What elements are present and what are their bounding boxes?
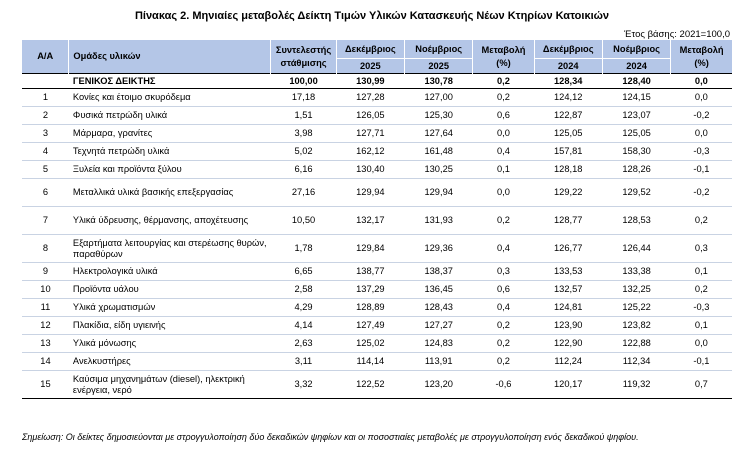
row-id-cell: 2 (22, 107, 69, 125)
row-weight-cell: 27,16 (271, 179, 336, 207)
row-nov-2025-cell: 131,93 (405, 207, 473, 235)
row-weight-cell: 6,16 (271, 161, 336, 179)
row-id-cell: 5 (22, 161, 69, 179)
row-dec-2024-cell: 128,77 (534, 207, 602, 235)
row-change-2025-cell: -0,6 (473, 371, 534, 399)
total-name-cell: ΓΕΝΙΚΟΣ ΔΕΙΚΤΗΣ (69, 74, 271, 89)
row-change-2024-cell: -0,1 (671, 353, 732, 371)
row-change-2024-cell: 0,1 (671, 263, 732, 281)
row-dec-2025-cell: 138,77 (336, 263, 404, 281)
table-row (22, 207, 732, 235)
row-change-2025-cell: 0,2 (473, 89, 534, 107)
table-title: Πίνακας 2. Μηνιαίες μεταβολές Δείκτη Τιμών Υλικών Κατασκευής Νέων Κτηρίων Κατοικιών (134, 10, 610, 22)
row-change-2024-cell: -0,1 (671, 161, 732, 179)
row-name-cell: Ξυλεία και προϊόντα ξύλου (69, 161, 271, 179)
row-nov-2025-cell: 113,91 (405, 353, 473, 371)
row-name-cell: Μεταλλικά υλικά βασικής επεξεργασίας (69, 179, 271, 207)
header-weight: Συντελεστής στάθμισης (271, 40, 336, 74)
row-name-cell: Πλακίδια, είδη υγιεινής (69, 317, 271, 335)
total-row (22, 74, 732, 89)
header-group-name: Ομάδες υλικών (69, 40, 271, 74)
total-weight-cell: 100,00 (271, 74, 336, 89)
header-change-2025: Μεταβολή (%) (473, 40, 534, 74)
row-dec-2024-cell: 124,12 (534, 89, 602, 107)
row-nov-2025-cell: 161,48 (405, 143, 473, 161)
row-weight-cell: 3,11 (271, 353, 336, 371)
row-name-cell: Εξαρτήματα λειτουργίας και στερέωσης θυρών, παραθύρων (69, 235, 271, 263)
row-dec-2024-cell: 133,53 (534, 263, 602, 281)
row-nov-2024-cell: 129,52 (602, 179, 670, 207)
row-change-2024-cell: -0,2 (671, 179, 732, 207)
row-dec-2025-cell: 132,17 (336, 207, 404, 235)
price-index-table (22, 40, 732, 399)
row-nov-2025-cell: 124,83 (405, 335, 473, 353)
row-dec-2024-cell: 157,81 (534, 143, 602, 161)
row-dec-2025-cell: 129,84 (336, 235, 404, 263)
table-row (22, 89, 732, 107)
row-change-2025-cell: 0,2 (473, 317, 534, 335)
row-nov-2025-cell: 127,27 (405, 317, 473, 335)
row-name-cell: Τεχνητά πετρώδη υλικά (69, 143, 271, 161)
row-dec-2024-cell: 132,57 (534, 281, 602, 299)
row-weight-cell: 2,63 (271, 335, 336, 353)
header-nov-2024: Νοέμβριος (602, 40, 670, 59)
total-dec-2025-cell: 130,99 (336, 74, 404, 89)
row-change-2025-cell: 0,4 (473, 235, 534, 263)
row-id-cell: 7 (22, 207, 69, 235)
row-weight-cell: 4,14 (271, 317, 336, 335)
row-weight-cell: 5,02 (271, 143, 336, 161)
row-nov-2025-cell: 123,20 (405, 371, 473, 399)
table-row (22, 143, 732, 161)
row-id-cell: 12 (22, 317, 69, 335)
row-name-cell: Υλικά χρωματισμών (69, 299, 271, 317)
row-dec-2024-cell: 128,18 (534, 161, 602, 179)
row-change-2025-cell: 0,2 (473, 335, 534, 353)
total-nov-2025-cell: 130,78 (405, 74, 473, 89)
row-dec-2025-cell: 126,05 (336, 107, 404, 125)
row-weight-cell: 4,29 (271, 299, 336, 317)
total-change-2025-cell: 0,2 (473, 74, 534, 89)
row-change-2024-cell: 0,0 (671, 335, 732, 353)
row-dec-2025-cell: 128,89 (336, 299, 404, 317)
table-body (22, 74, 732, 399)
row-nov-2024-cell: 158,30 (602, 143, 670, 161)
row-nov-2025-cell: 138,37 (405, 263, 473, 281)
row-id-cell: 13 (22, 335, 69, 353)
header-dec-2024: Δεκέμβριος (534, 40, 602, 59)
row-nov-2025-cell: 136,45 (405, 281, 473, 299)
footnote: Σημείωση: Οι δείκτες δημοσιεύονται με στρογγυλοποίηση δύο δεκαδικών ψηφίων και οι ποσοστιαίες μεταβολές με στρογγυλοποίηση ενός δεκαδικού ψηφίου. (22, 432, 639, 442)
row-dec-2025-cell: 114,14 (336, 353, 404, 371)
row-dec-2025-cell: 127,49 (336, 317, 404, 335)
table-header (22, 40, 732, 74)
row-name-cell: Καύσιμα μηχανημάτων (diesel), ηλεκτρική ενέργεια, νερό (69, 371, 271, 399)
row-name-cell: Κονίες και έτοιμο σκυρόδεμα (69, 89, 271, 107)
row-change-2024-cell: -0,2 (671, 107, 732, 125)
table-row (22, 263, 732, 281)
row-dec-2025-cell: 130,40 (336, 161, 404, 179)
row-dec-2025-cell: 162,12 (336, 143, 404, 161)
row-change-2025-cell: 0,6 (473, 107, 534, 125)
table-row (22, 281, 732, 299)
table-row (22, 235, 732, 263)
header-year-dec-2024: 2024 (534, 59, 602, 74)
row-change-2025-cell: 0,2 (473, 207, 534, 235)
row-weight-cell: 2,58 (271, 281, 336, 299)
row-id-cell: 10 (22, 281, 69, 299)
row-change-2024-cell: -0,3 (671, 143, 732, 161)
row-change-2025-cell: 0,4 (473, 299, 534, 317)
row-name-cell: Ανελκυστήρες (69, 353, 271, 371)
row-dec-2024-cell: 122,90 (534, 335, 602, 353)
row-change-2024-cell: 0,2 (671, 281, 732, 299)
row-weight-cell: 17,18 (271, 89, 336, 107)
header-id: Α/Α (22, 40, 69, 74)
row-id-cell: 15 (22, 371, 69, 399)
row-change-2025-cell: 0,1 (473, 161, 534, 179)
row-nov-2024-cell: 126,44 (602, 235, 670, 263)
row-id-cell: 11 (22, 299, 69, 317)
table-row (22, 161, 732, 179)
row-nov-2024-cell: 132,25 (602, 281, 670, 299)
row-nov-2024-cell: 112,34 (602, 353, 670, 371)
row-nov-2024-cell: 122,88 (602, 335, 670, 353)
row-id-cell: 14 (22, 353, 69, 371)
row-name-cell: Μάρμαρα, γρανίτες (69, 125, 271, 143)
table-row (22, 335, 732, 353)
header-year-nov-2024: 2024 (602, 59, 670, 74)
row-dec-2024-cell: 122,87 (534, 107, 602, 125)
base-year-label: Έτος βάσης: 2021=100,0 (624, 29, 730, 40)
row-dec-2025-cell: 122,52 (336, 371, 404, 399)
row-nov-2024-cell: 125,22 (602, 299, 670, 317)
row-change-2024-cell: 0,2 (671, 207, 732, 235)
row-weight-cell: 1,78 (271, 235, 336, 263)
table-row (22, 299, 732, 317)
row-dec-2024-cell: 123,90 (534, 317, 602, 335)
row-change-2025-cell: 0,2 (473, 353, 534, 371)
header-year-nov-2025: 2025 (405, 59, 473, 74)
row-change-2024-cell: 0,3 (671, 235, 732, 263)
row-weight-cell: 10,50 (271, 207, 336, 235)
table-row (22, 179, 732, 207)
row-weight-cell: 6,65 (271, 263, 336, 281)
row-dec-2024-cell: 126,77 (534, 235, 602, 263)
total-nov-2024-cell: 128,40 (602, 74, 670, 89)
row-id-cell: 8 (22, 235, 69, 263)
header-change-2024: Μεταβολή (%) (671, 40, 732, 74)
row-id-cell: 6 (22, 179, 69, 207)
row-id-cell: 3 (22, 125, 69, 143)
row-nov-2025-cell: 125,30 (405, 107, 473, 125)
row-name-cell: Φυσικά πετρώδη υλικά (69, 107, 271, 125)
row-nov-2024-cell: 128,26 (602, 161, 670, 179)
total-id-cell (22, 74, 69, 89)
header-dec-2025: Δεκέμβριος (336, 40, 404, 59)
row-change-2024-cell: 0,7 (671, 371, 732, 399)
row-nov-2024-cell: 128,53 (602, 207, 670, 235)
row-nov-2024-cell: 124,15 (602, 89, 670, 107)
row-id-cell: 9 (22, 263, 69, 281)
table-row (22, 107, 732, 125)
table-row (22, 371, 732, 399)
row-id-cell: 4 (22, 143, 69, 161)
row-dec-2025-cell: 125,02 (336, 335, 404, 353)
total-change-2024-cell: 0,0 (671, 74, 732, 89)
row-dec-2025-cell: 129,94 (336, 179, 404, 207)
row-change-2025-cell: 0,3 (473, 263, 534, 281)
total-dec-2024-cell: 128,34 (534, 74, 602, 89)
row-change-2025-cell: 0,0 (473, 179, 534, 207)
row-name-cell: Υλικά ύδρευσης, θέρμανσης, αποχέτευσης (69, 207, 271, 235)
row-id-cell: 1 (22, 89, 69, 107)
row-change-2025-cell: 0,0 (473, 125, 534, 143)
row-dec-2024-cell: 120,17 (534, 371, 602, 399)
table-row (22, 353, 732, 371)
row-change-2024-cell: 0,0 (671, 125, 732, 143)
row-nov-2025-cell: 127,64 (405, 125, 473, 143)
row-dec-2024-cell: 129,22 (534, 179, 602, 207)
row-nov-2025-cell: 129,36 (405, 235, 473, 263)
row-change-2025-cell: 0,4 (473, 143, 534, 161)
row-nov-2024-cell: 133,38 (602, 263, 670, 281)
row-nov-2025-cell: 128,43 (405, 299, 473, 317)
row-nov-2025-cell: 129,94 (405, 179, 473, 207)
row-nov-2024-cell: 123,07 (602, 107, 670, 125)
row-nov-2024-cell: 123,82 (602, 317, 670, 335)
row-name-cell: Προϊόντα υάλου (69, 281, 271, 299)
row-change-2024-cell: -0,3 (671, 299, 732, 317)
row-nov-2025-cell: 130,25 (405, 161, 473, 179)
row-change-2024-cell: 0,0 (671, 89, 732, 107)
table-row (22, 317, 732, 335)
row-dec-2025-cell: 137,29 (336, 281, 404, 299)
row-nov-2025-cell: 127,00 (405, 89, 473, 107)
header-nov-2025: Νοέμβριος (405, 40, 473, 59)
row-change-2025-cell: 0,6 (473, 281, 534, 299)
row-name-cell: Υλικά μόνωσης (69, 335, 271, 353)
row-weight-cell: 3,98 (271, 125, 336, 143)
row-nov-2024-cell: 125,05 (602, 125, 670, 143)
row-dec-2024-cell: 124,81 (534, 299, 602, 317)
row-change-2024-cell: 0,1 (671, 317, 732, 335)
row-dec-2025-cell: 127,28 (336, 89, 404, 107)
table-row (22, 125, 732, 143)
row-dec-2024-cell: 125,05 (534, 125, 602, 143)
row-nov-2024-cell: 119,32 (602, 371, 670, 399)
row-name-cell: Ηλεκτρολογικά υλικά (69, 263, 271, 281)
header-year-dec-2025: 2025 (336, 59, 404, 74)
row-weight-cell: 1,51 (271, 107, 336, 125)
row-dec-2025-cell: 127,71 (336, 125, 404, 143)
row-dec-2024-cell: 112,24 (534, 353, 602, 371)
row-weight-cell: 3,32 (271, 371, 336, 399)
